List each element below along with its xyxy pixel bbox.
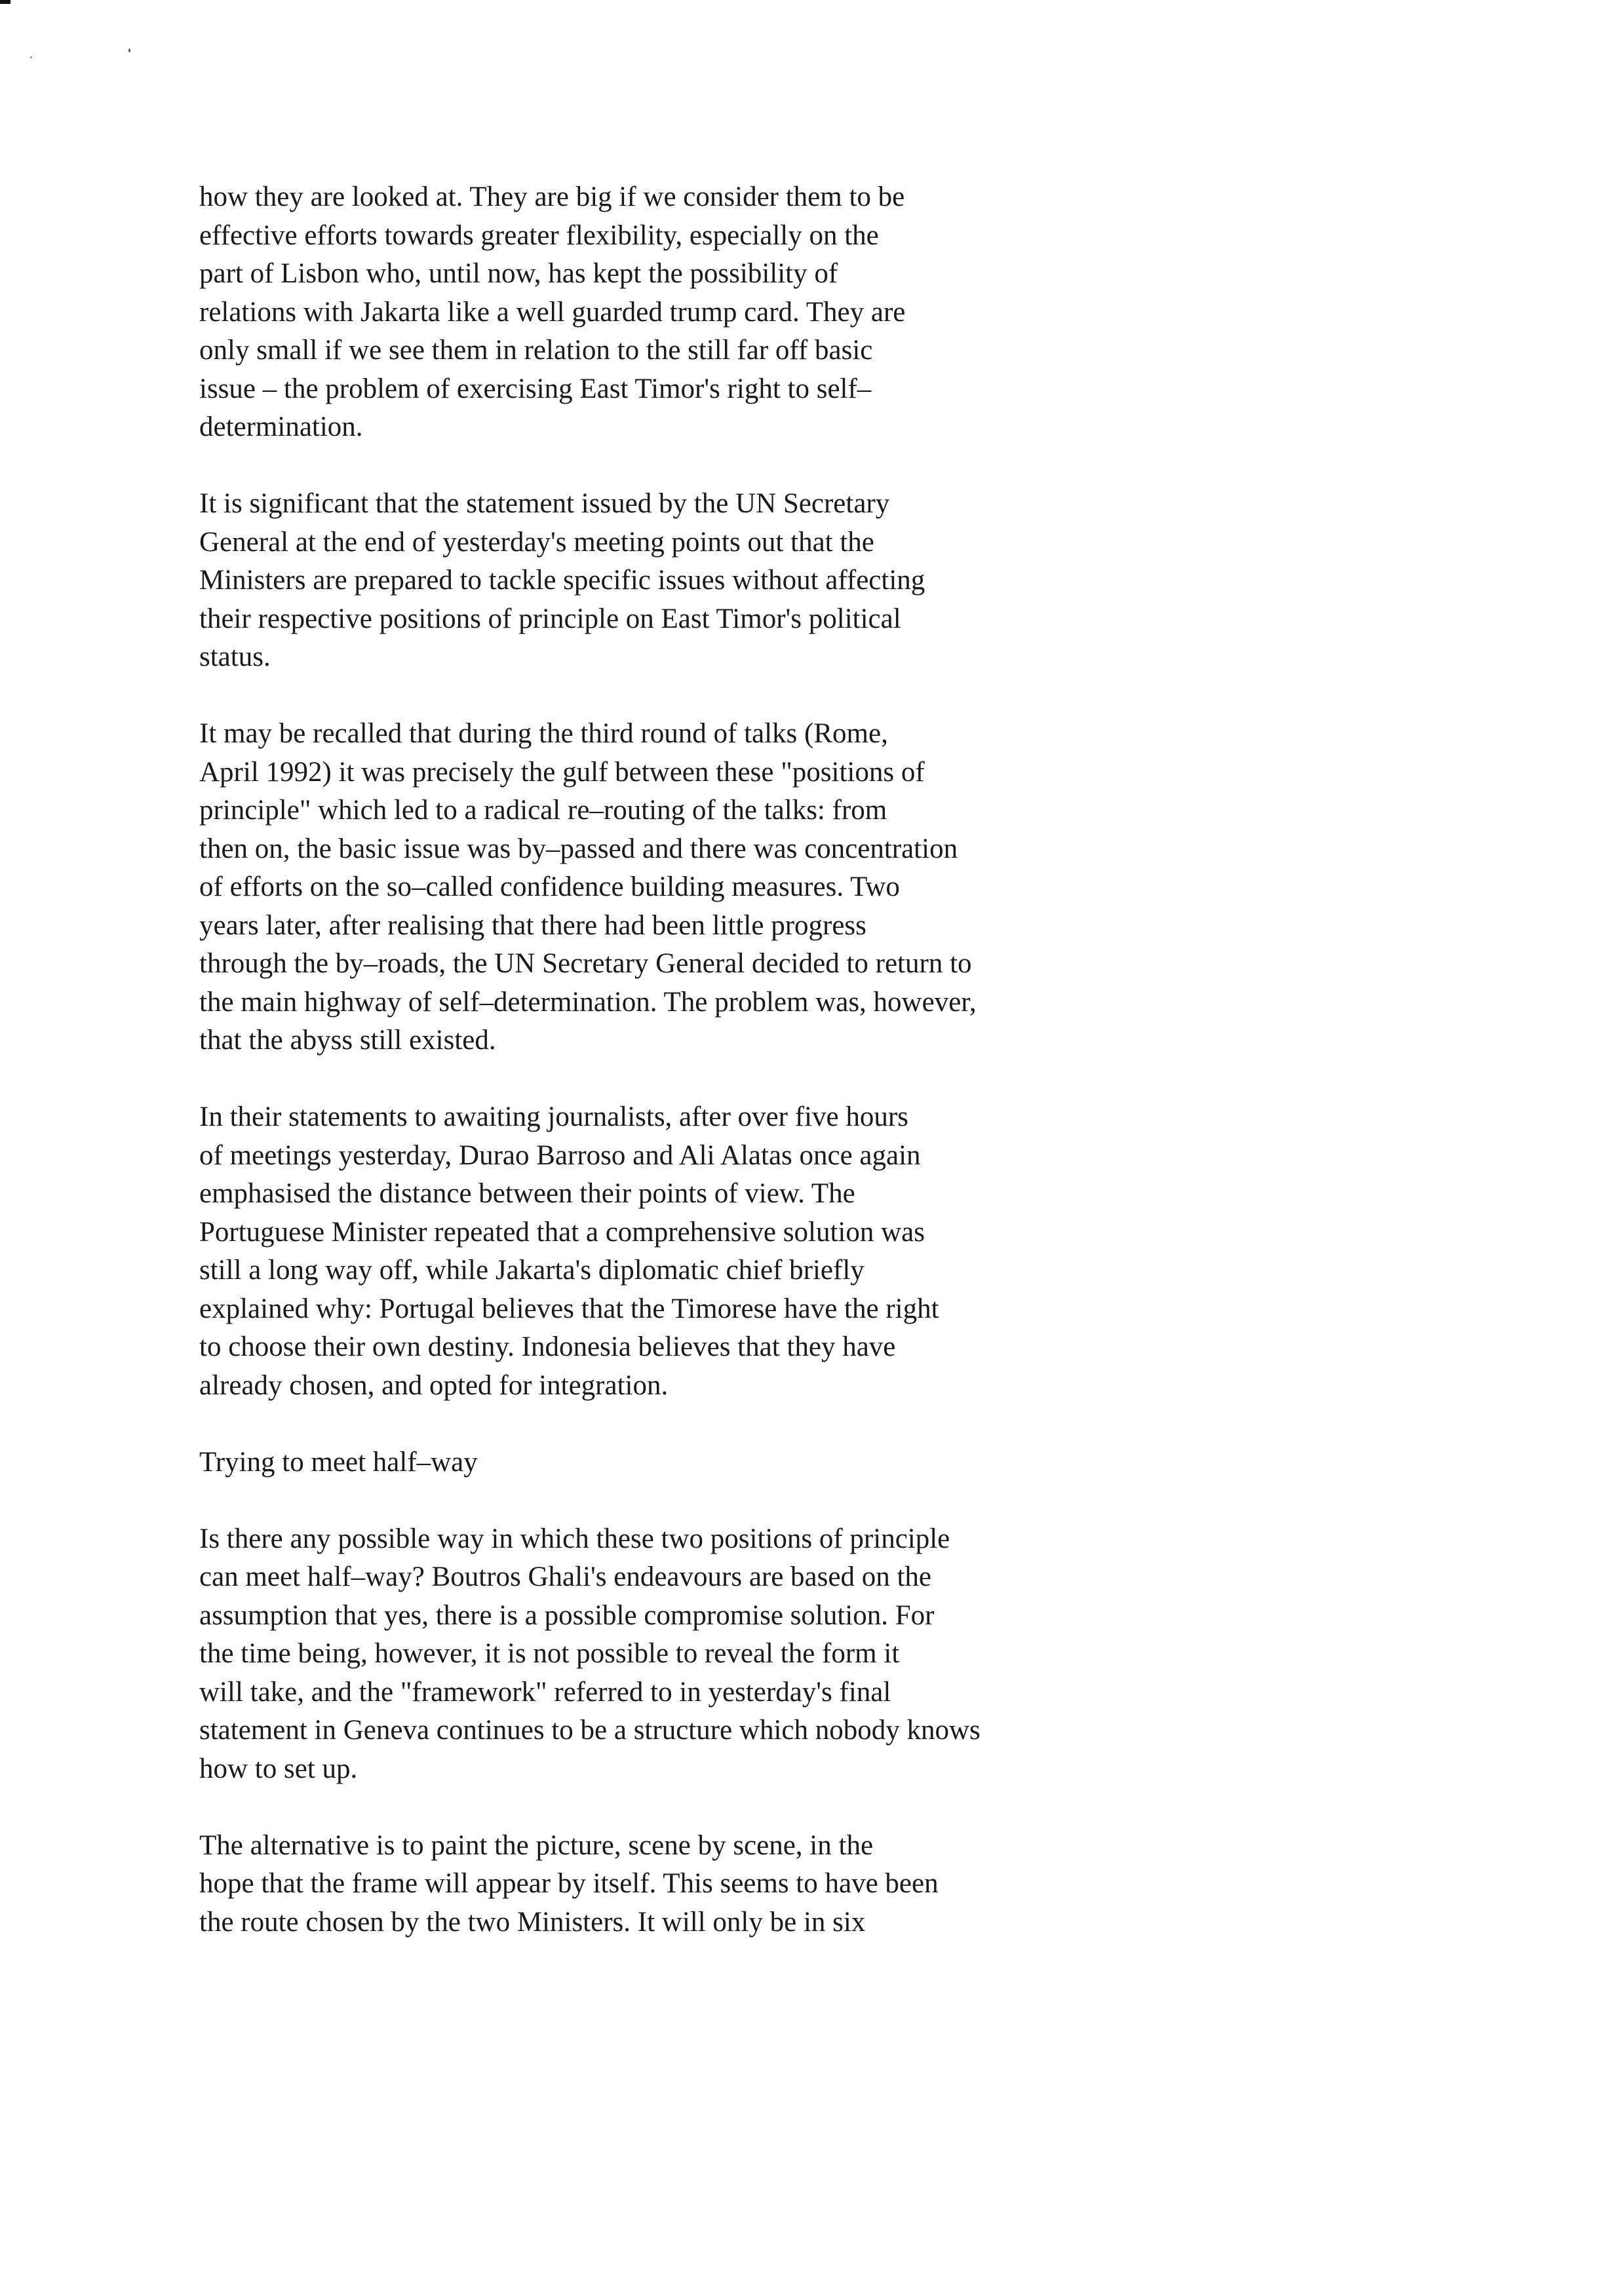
text-line: through the by–roads, the UN Secretary General decided to return to [199, 948, 972, 979]
text-line: that the abyss still existed. [199, 1025, 496, 1056]
text-line: years later, after realising that there had been little progress [199, 909, 866, 941]
text-line: their respective positions of principle on East Timor's political [199, 603, 901, 634]
text-line: part of Lisbon who, until now, has kept the possibility of [199, 258, 838, 289]
text-line: effective efforts towards greater flexibility, especially on the [199, 220, 879, 251]
text-line: Ministers are prepared to tackle specific issues without affecting [199, 565, 925, 596]
paragraph-5 [199, 1520, 1313, 1789]
text-line: The alternative is to paint the picture, scene by scene, in the [199, 1829, 874, 1861]
text-line: then on, the basic issue was by–passed and there was concentration [199, 833, 958, 864]
text-line: how they are looked at. They are big if we consider them to be [199, 182, 905, 212]
text-line: the route chosen by the two Ministers. It will only be in six [199, 1906, 866, 1938]
text-line: issue – the problem of exercising East Timor's right to self– [199, 373, 872, 404]
paragraph-3 [199, 715, 1313, 1060]
document-body [199, 178, 1313, 1980]
text-line: principle" which led to a radical re–routing of the talks: from [199, 795, 887, 826]
text-line: the main highway of self–determination. The problem was, however, [199, 986, 977, 1018]
text-line: can meet half–way? Boutros Ghali's endeavours are based on the [199, 1561, 931, 1592]
scan-speck [30, 56, 32, 58]
text-line: status. [199, 641, 271, 672]
text-line: determination. [199, 411, 363, 442]
text-line: Is there any possible way in which these two positions of principle [199, 1523, 950, 1554]
text-line: to choose their own destiny. Indonesia believes that they have [199, 1331, 896, 1362]
text-line: assumption that yes, there is a possible compromise solution. For [199, 1599, 935, 1631]
text-line: of meetings yesterday, Durao Barroso and Ali Alatas once again [199, 1139, 921, 1171]
paragraph-2 [199, 485, 1313, 677]
text-line: only small if we see them in relation to the still far off basic [199, 335, 873, 366]
paragraph-4 [199, 1098, 1313, 1405]
text-line: It is significant that the statement issued by the UN Secretary [199, 488, 890, 519]
text-line: Portuguese Minister repeated that a comprehensive solution was [199, 1216, 925, 1248]
text-line: will take, and the "framework" referred to in yesterday's final [199, 1676, 891, 1708]
text-line: explained why: Portugal believes that the Timorese have the right [199, 1293, 939, 1324]
scan-corner-mark [0, 0, 10, 4]
text-line: the time being, however, it is not possible to reveal the form it [199, 1638, 900, 1669]
text-line: emphasised the distance between their points of view. The [199, 1178, 855, 1209]
text-line: relations with Jakarta like a well guarded trump card. They are [199, 296, 906, 328]
paragraph-1 [199, 178, 1313, 447]
section-heading-text: Trying to meet half–way [199, 1446, 478, 1478]
text-line: In their statements to awaiting journalists, after over five hours [199, 1101, 908, 1132]
text-line: It may be recalled that during the third round of talks (Rome, [199, 718, 888, 749]
paragraph-6 [199, 1827, 1313, 1942]
text-line: still a long way off, while Jakarta's diplomatic chief briefly [199, 1255, 865, 1286]
text-line: hope that the frame will appear by itself. This seems to have been [199, 1868, 939, 1899]
text-line: how to set up. [199, 1753, 358, 1784]
text-line: statement in Geneva continues to be a structure which nobody knows [199, 1715, 981, 1746]
text-line: General at the end of yesterday's meeting points out that the [199, 526, 874, 558]
section-heading [199, 1444, 1313, 1482]
text-line: already chosen, and opted for integration. [199, 1369, 669, 1401]
text-line: April 1992) it was precisely the gulf between these "positions of [199, 756, 925, 788]
scan-speck [128, 48, 130, 52]
text-line: of efforts on the so–called confidence building measures. Two [199, 871, 900, 902]
